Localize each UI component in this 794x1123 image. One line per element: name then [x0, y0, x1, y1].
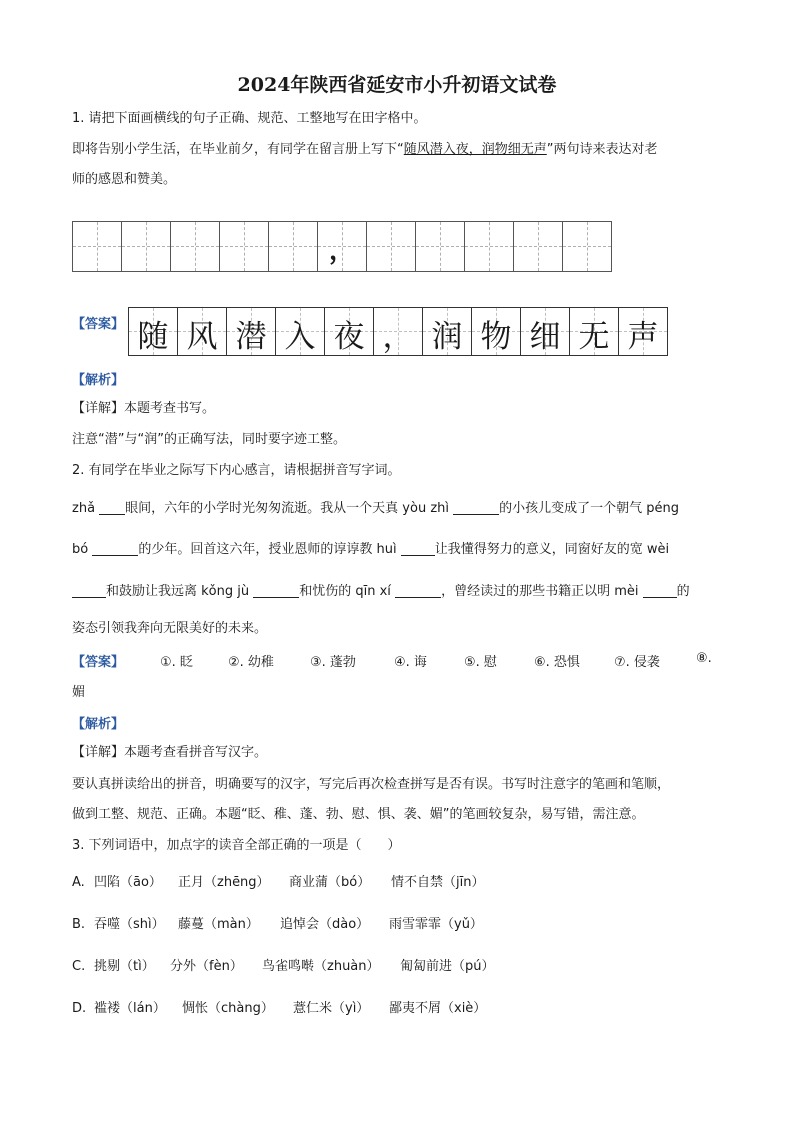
q2-answer-2: ②. 幼稚 [228, 655, 274, 670]
option-item: 挑剔（tì） [94, 959, 155, 974]
answer-cell: 润 [423, 308, 472, 355]
pinyin-zha: zhǎ [72, 501, 96, 516]
answer-cell: 声 [619, 308, 667, 355]
grid-cell[interactable] [514, 222, 563, 271]
q3-option-c[interactable] [72, 958, 85, 976]
q2-text: 和忧伤的 qīn xí [299, 584, 391, 599]
blank-3[interactable] [92, 541, 138, 556]
blank-7[interactable] [395, 583, 441, 598]
answer-cell: ， [374, 308, 423, 355]
option-label: B. [72, 917, 86, 932]
answer-cell: 潜 [227, 308, 276, 355]
grid-cell[interactable] [73, 222, 122, 271]
q2-answer-wrap: 媚 [72, 685, 86, 700]
option-item: 鸟雀鸣啭（zhuàn） [262, 959, 380, 974]
option-label: C. [72, 959, 86, 974]
grid-cell[interactable] [269, 222, 318, 271]
option-label: D. [72, 1001, 87, 1016]
answer-cell: 物 [472, 308, 521, 355]
option-item: 藤蔓（màn） [178, 917, 259, 932]
option-item: 正月（zhēng） [178, 875, 270, 890]
q1-answer-tag: 【答案】 [72, 317, 125, 332]
option-item: 鄙夷不屑（xiè） [389, 1001, 487, 1016]
grid-cell[interactable] [171, 222, 220, 271]
blank-8[interactable] [643, 583, 677, 598]
answer-grid [128, 307, 668, 356]
option-item: 分外（fèn） [170, 959, 243, 974]
q3-option-b[interactable] [72, 916, 85, 934]
q2-answer-3: ③. 蓬勃 [310, 655, 356, 670]
blank-2[interactable] [453, 500, 499, 515]
q1-context-line2: 师的感恩和赞美。 [72, 172, 177, 187]
answer-cell: 夜 [325, 308, 374, 355]
q2-line2 [72, 541, 669, 559]
option-item: 雨雪霏霏（yǔ） [389, 917, 483, 932]
writing-grid [72, 221, 612, 272]
q1-detail [72, 400, 215, 418]
q3-option-d[interactable] [72, 1000, 86, 1018]
q2-text: 让我懂得努力的意义，同窗好友的宽 wèi [434, 542, 670, 557]
q2-line1 [72, 500, 679, 518]
q1-note: 注意“潜”与“润”的正确写法，同时要字迹工整。 [72, 432, 346, 447]
q2-question: 2. 有同学在毕业之际写下内心感言，请根据拼音写字词。 [72, 463, 401, 478]
option-item: 商业蒲（bó） [289, 875, 371, 890]
q2-detail-tag: 【详解】 [72, 745, 125, 760]
grid-cell[interactable] [465, 222, 514, 271]
grid-cell[interactable] [563, 222, 611, 271]
q1-question: 1. 请把下面画横线的句子正确、规范、工整地写在田字格中。 [72, 111, 427, 126]
q2-text: 眼间，六年的小学时光匆匆流逝。我从一个天真 yòu zhì [125, 501, 449, 516]
q1-detail-text: 本题考查书写。 [124, 401, 216, 416]
q3-question: 3. 下列词语中，加点字的读音全部正确的一项是（ ） [72, 838, 401, 853]
q1-context-suffix: ”两句诗来表达对老 [546, 142, 658, 157]
option-item: 匍匐前进（pú） [400, 959, 495, 974]
q1-underlined-sentence: 随风潜入夜，润物细无声 [403, 142, 547, 157]
q2-text: 和鼓励让我远离 kǒng jù [106, 584, 250, 599]
q2-answer-7: ⑦. 侵袭 [614, 655, 660, 670]
option-item: 吞噬（shì） [94, 917, 165, 932]
q2-text: 的小孩儿变成了一个朝气 péng [499, 501, 680, 516]
blank-5[interactable] [72, 583, 106, 598]
q2-detail-text: 本题考查看拼音写汉字。 [124, 745, 268, 760]
answer-cell: 无 [570, 308, 619, 355]
q2-answer-tag: 【答案】 [72, 655, 125, 670]
option-label: A. [72, 875, 85, 890]
q2-answer-6: ⑥. 恐惧 [534, 655, 580, 670]
q2-text: 的 [676, 584, 690, 599]
q2-text: 的少年。回首这六年，授业恩师的谆谆教 huì [138, 542, 397, 557]
grid-cell[interactable] [220, 222, 269, 271]
answer-cell: 风 [178, 308, 227, 355]
grid-cell[interactable] [416, 222, 465, 271]
q2-explain-1: 要认真拼读给出的拼音，明确要写的汉字，写完后再次检查拼写是否有误。书写时注意字的笔画和笔顺， [72, 777, 671, 792]
blank-1[interactable] [99, 500, 125, 515]
blank-4[interactable] [401, 541, 435, 556]
answer-cell: 入 [276, 308, 325, 355]
q2-detail [72, 744, 267, 762]
option-item: 追悼会（dào） [280, 917, 370, 932]
option-item: 凹陷（āo） [94, 875, 162, 890]
q1-context [72, 141, 658, 159]
q2-analysis-tag: 【解析】 [72, 717, 125, 732]
blank-6[interactable] [253, 583, 299, 598]
q2-answer-8: ⑧. [696, 651, 712, 666]
page-title: 2024年陕西省延安市小升初语文试卷 [237, 74, 557, 96]
q2-answer-4: ④. 诲 [394, 655, 427, 670]
q2-line3 [72, 583, 690, 601]
grid-cell[interactable] [367, 222, 416, 271]
q1-context-prefix: 即将告别小学生活，在毕业前夕，有同学在留言册上写下“ [72, 142, 404, 157]
q1-detail-tag: 【详解】 [72, 401, 125, 416]
grid-cell[interactable] [122, 222, 171, 271]
option-item: 情不自禁（jīn） [391, 875, 485, 890]
option-item: 惆怅（chàng） [182, 1001, 274, 1016]
option-item: 薏仁米（yì） [293, 1001, 370, 1016]
pinyin-bo: bó [72, 542, 89, 557]
answer-cell: 随 [129, 308, 178, 355]
q1-analysis-tag: 【解析】 [72, 373, 125, 388]
q2-answer-1: ①. 眨 [160, 655, 193, 670]
grid-cell-comma: ， [318, 222, 367, 271]
q3-option-a[interactable] [72, 874, 85, 892]
option-item: 褴褛（lán） [94, 1001, 166, 1016]
q2-explain-2: 做到工整、规范、正确。本题“眨、稚、蓬、勃、慰、惧、袭、媚”的笔画较复杂，易写错，需注意。 [72, 807, 645, 822]
answer-cell: 细 [521, 308, 570, 355]
q2-text: ，曾经读过的那些书籍正以明 mèi [441, 584, 639, 599]
q2-line4: 姿态引领我奔向无限美好的未来。 [72, 621, 268, 636]
q2-answer-5: ⑤. 慰 [464, 655, 497, 670]
